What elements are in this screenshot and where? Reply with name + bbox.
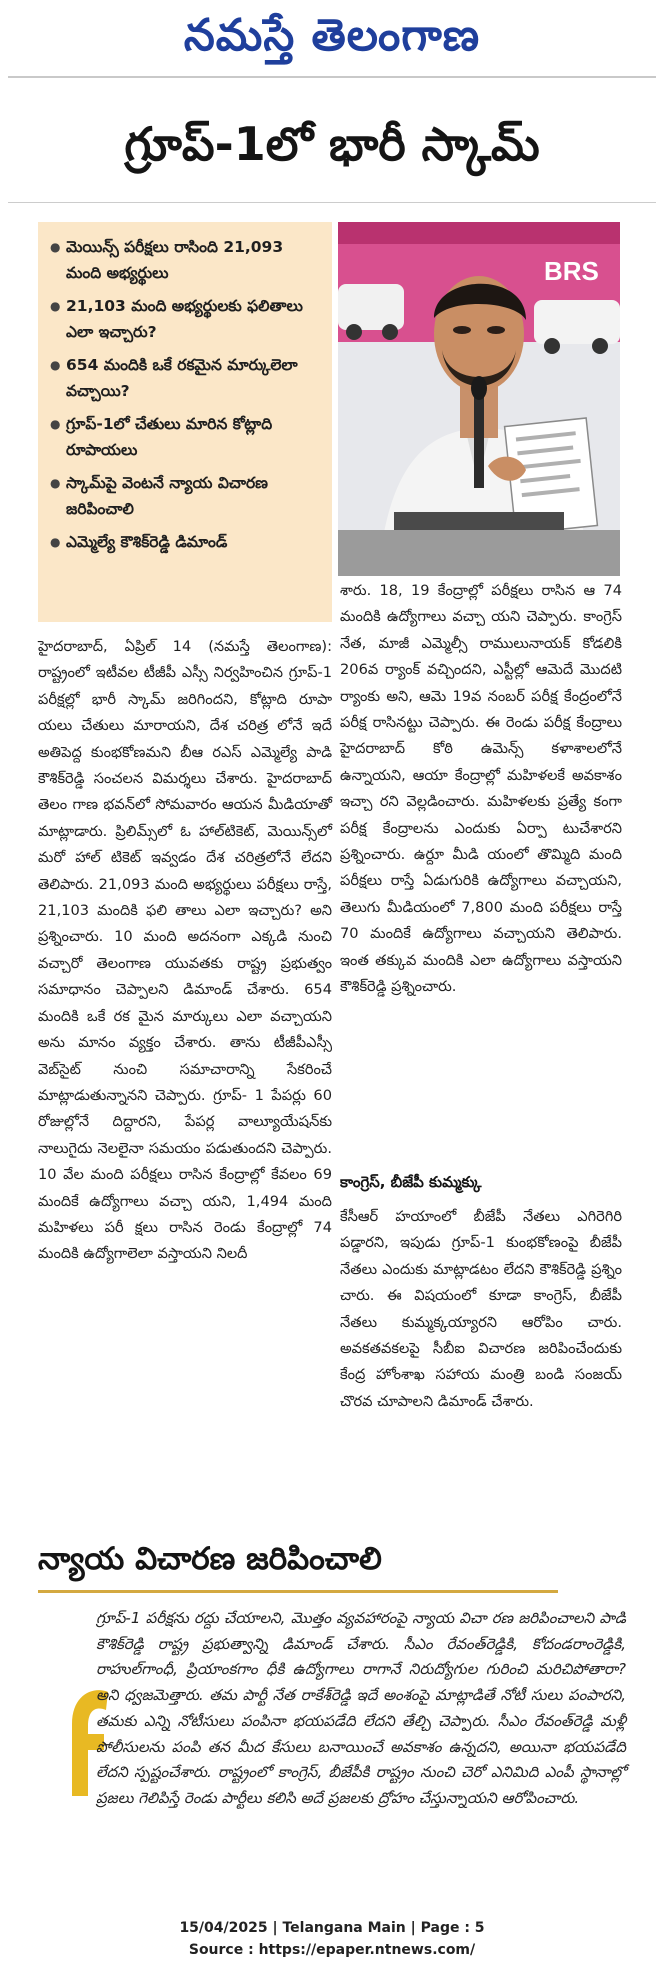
edition-footer: 15/04/2025 | Telangana Main | Page : 5 (179, 1920, 485, 1936)
bullet-icon: ● (50, 476, 61, 490)
highlight-item: ● 654 మందికి ఒకే రకమైన మార్కులెలా వచ్చాయి? (50, 352, 322, 404)
speaker-photo (338, 222, 620, 576)
headline-rule (8, 202, 656, 203)
right-column-top-text: శారు. 18, 19 కేంద్రాల్లో పరీక్షలు రాసిన ఆ 74 మందికి ఉద్యోగాలు వచ్చా యని చెప్పారు. కాంగ్రెస్ నేత, మాజీ ఎమ్మెల్సీ రాములునాయక్ కోడలికి 206వ ర్యాంక్ వచ్చిందని, ఎస్టీల్లో ఆమెదే మొదటి ర్యాంకు అని, ఆమె 19వ నంబర్ పరీక్ష కేంద్రంలోనే పరీక్ష రాసినట్టు చెప్పారు. ఈ రెండు పరీక్ష కేంద్రాలు హైదరాబాద్ కోఠి ఉమెన్స్ కళాశాలలోనే ఉన్నాయని, ఆయా కేంద్రాల్లో మహిళలకే అవకాశం ఇచ్చా రని వెల్లడించారు. మహిళలకు ప్రత్యే కంగా పరీక్ష కేంద్రాలను ఎందుకు ఏర్పా టుచేశారని ప్రశ్నించారు. ఉర్దూ మీడి యంలో తొమ్మిది మంది పరీక్షలు రాస్తే ఏడుగురికి ఉద్యోగాలు వచ్చాయని, తెలుగు మీడియంలో 7,800 మంది పరీక్షలు రాస్తే 70 మందికే ఉద్యోగాలు వచ్చాయని తెలిపారు. ఇంత తక్కువ మందికి ఎలా ఉద్యోగాలు వస్తాయని కౌశిక్‌రెడ్డి ప్రశ్నించారు. (340, 582, 622, 996)
subheading: కాంగ్రెస్, బీజేపీ కుమ్మక్కు (340, 1173, 482, 1191)
banner-text: BRS (544, 256, 599, 286)
bullet-icon: ● (50, 417, 61, 431)
highlight-item: ● ఎమ్మెల్యే కౌశిక్‌రెడ్డి డిమాండ్ (50, 529, 322, 555)
highlight-item: ● గ్రూప్-1లో చేతులు మారిన కోట్లాది రూపాయలు (50, 411, 322, 463)
headline: గ్రూప్-1లో భారీ స్కామ్ (124, 117, 540, 171)
closing-paragraph: గ్రూప్-1 పరీక్షను రద్దు చేయాలని, మొత్తం వ్యవహారంపై న్యాయ విచా రణ జరిపించాలని పాడి కౌశిక్‌రెడ్డి రాష్ట్ర ప్రభుత్వాన్ని డిమాండ్ చేశారు. సీఎం రేవంత్‌రెడ్డికి, కోదండరాంరెడ్డికి, రాహుల్‌గాంధీ, ప్రియాంకగాం ధీకి ఉద్యోగాలు రాగానే నిరుద్యోగుల గురించి మరిచిపోతారా? అని ధ్వజమెత్తారు. తమ పార్టీ నేత రాకేశ్‌రెడ్డి ఇదే అంశంపై మాట్లాడితే నోటీ సులు పంపారని, తమకు ఎన్ని నోటీసులు పంపినా భయపడేది లేదని తేల్చి చెప్పారు. సీఎం రేవంత్‌రెడ్డి మళ్లీ పోలీసులను పంపి తన మీద కేసులు బనాయించే అవకాశం ఉన్నదని, అయినా భయపడేది లేదని స్పష్టంచేశారు. రాష్ట్రంలో కాంగ్రెస్, బీజేపీకి రాష్ట్రం నుంచి చెరో ఎనిమిది ఎంపీ స్థానాల్లో ప్రజలు గెలిపిస్తే రెండు పార్టీలు కలిసి అదే ప్రజలకు ద్రోహం చేస్తున్నాయని ఆరోపించారు. (96, 1609, 626, 1807)
bullet-icon: ● (50, 358, 61, 372)
masthead-logo: నమస్తే తెలంగాణ (183, 10, 481, 61)
bullet-icon: ● (50, 240, 61, 254)
highlight-item: ● మెయిన్స్ పరీక్షలు రాసింది 21,093 మంది అభ్యర్థులు (50, 234, 322, 286)
section-title: న్యాయ విచారణ జరిపించాలి (38, 1541, 382, 1577)
section-title-underline (38, 1590, 558, 1593)
highlight-item: ● స్కామ్‌పై వెంటనే న్యాయ విచారణ జరిపించాలి (50, 470, 322, 522)
bullet-icon: ● (50, 299, 61, 313)
source-footer: Source : https://epaper.ntnews.com/ (188, 1942, 476, 1958)
right-column-bottom-text: కేసీఆర్ హయాంలో బీజేపీ నేతలు ఎగిరెగిరి పడ్డారని, ఇపుడు గ్రూప్-1 కుంభకోణంపై బీజేపీ నేతలు ఎందుకు మాట్లాడటం లేదని కౌశిక్‌రెడ్డి ప్రశ్నిం చారు. ఈ విషయంలో కూడా కాంగ్రెస్, బీజేపీ నేతలు కుమ్మక్కయ్యారని ఆరోపిం చారు. అవకతవకలపై సీబీఐ విచారణ జరిపించేందుకు కేంద్ర హోంశాఖ సహాయ మంత్రి బండి సంజయ్ చొరవ చూపాలని డిమాండ్ చేశారు. (340, 1208, 622, 1410)
bullet-icon: ● (50, 535, 61, 549)
highlight-item: ● 21,103 మంది అభ్యర్థులకు ఫలితాలు ఎలా ఇచ్చారు? (50, 293, 322, 345)
left-column-text: హైదరాబాద్, ఏప్రిల్ 14 (నమస్తే తెలంగాణ): రాష్ట్రంలో ఇటీవల టీజీపీ ఎస్సీ నిర్వహించిన గ్రూప్-1 పరీక్షల్లో భారీ స్కామ్ జరిగిందని, కోట్లాది రూపా యలు చేతులు మారాయని, దేశ చరిత్ర లోనే ఇదే అతిపెద్ద కుంభకోణమని బీఆ రఎస్ ఎమ్మెల్యే పాడి కౌశిక్‌రెడ్డి సంచలన విమర్శలు చేశారు. హైదరాబాద్ తెలం గాణ భవన్‌లో సోమవారం ఆయన మీడియాతో మాట్లాడారు. ప్రిలిమ్స్‌లో ఓ హాల్‌టికెట్, మెయిన్స్‌లో మరో హాల్ టికెట్ ఇవ్వడం దేశ చరిత్రలోనే లేదని తెలిపారు. 21,093 మంది అభ్యర్థులు పరీక్షలు రాస్తే, 21,103 మందికి ఫలి తాలు ఎలా ఇచ్చారు? అని ప్రశ్నించారు. 10 మంది అదనంగా ఎక్కడి నుంచి వచ్చారో తెలంగాణ యువతకు రాష్ట్ర ప్రభుత్వం సమాధానం చెప్పాలని డిమాండ్ చేశారు. 654 మందికి ఒకే రక మైన మార్కులు ఎలా వచ్చాయని అను మానం వ్యక్తం చేశారు. తాను టీజీపీఎస్సీ వెబ్‌సైట్ నుంచి సమాచారాన్ని సేకరించే మాట్లాడుతున్నానని చెప్పారు. గ్రూప్- 1 పేపర్లు 60 రోజుల్లోనే దిద్దారని, పేపర్ల వాల్యూయేషన్‌కు నాలుగైదు నెలలైనా సమయం పడుతుందని చెప్పారు. 10 వేల మంది పరీక్షలు రాసిన కేంద్రాల్లో కేవలం 69 మందికే ఉద్యోగాలు వచ్చా యని, 1,494 మంది మహిళలు పరీ క్షలు రాసిన రెండు కేంద్రాల్లో 74 మందికి ఉద్యోగాలెలా వస్తాయని నిలదీ (38, 638, 332, 1263)
masthead-rule (8, 76, 656, 78)
highlights-box (38, 222, 332, 622)
speaker-photo-illustration (338, 222, 620, 576)
